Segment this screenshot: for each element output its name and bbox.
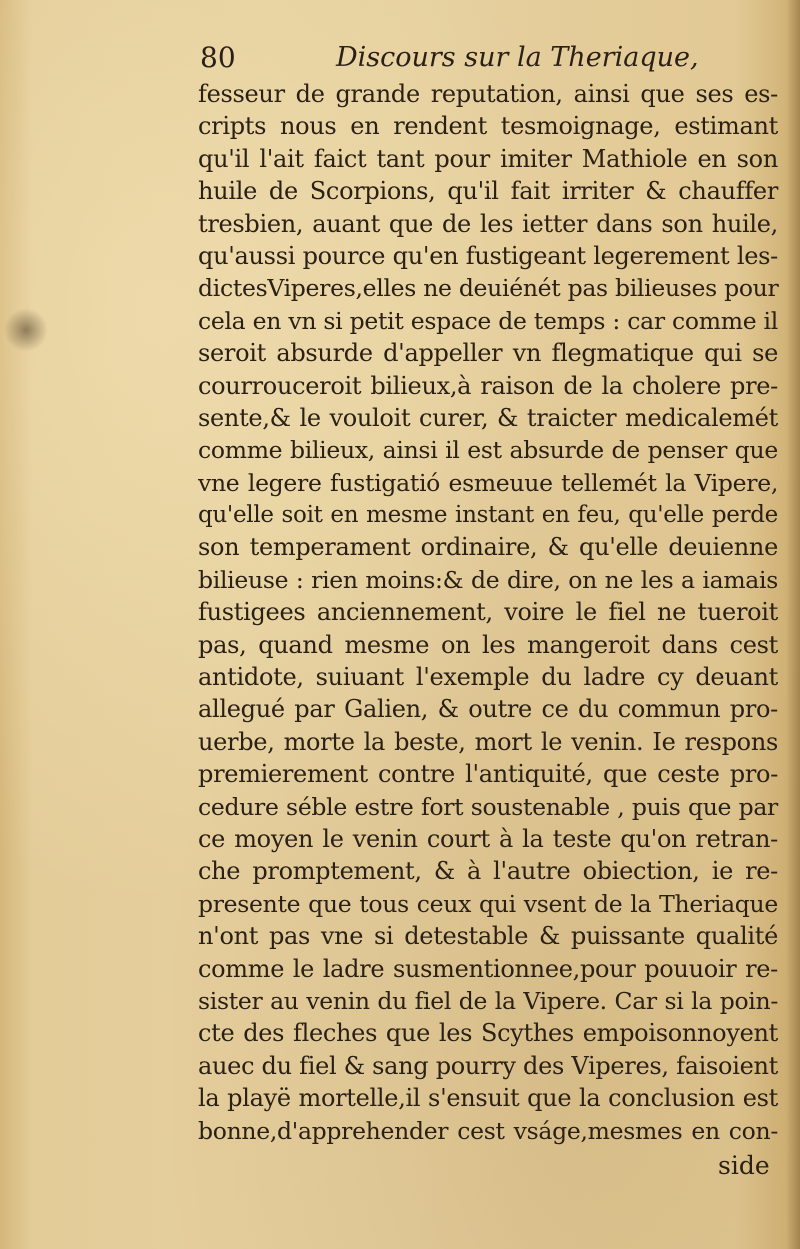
text-line: fustigees anciennement, voire le fiel ne tueroit (198, 598, 778, 627)
text-line: sente,& le vouloit curer, & traicter medicalemét (198, 403, 778, 432)
page-header (200, 38, 760, 82)
text-line: seroit absurde d'appeller vn flegmatique qui se (198, 339, 778, 368)
page-number: 80 (200, 41, 236, 74)
text-line: presente que tous ceux qui vsent de la Theriaque (198, 889, 778, 918)
text-line: bilieuse : rien moins:& de dire, on ne les a iamais (198, 565, 778, 594)
text-line: vne legere fustigatió esmeuue tellemét la Vipere, (198, 468, 778, 497)
catchword: side (718, 1151, 770, 1180)
text-line: qu'il l'ait faict tant pour imiter Mathiole en son (198, 144, 778, 173)
text-line: courrouceroit bilieux,à raison de la cholere pre- (198, 371, 778, 400)
text-line: son temperament ordinaire, & qu'elle deuienne (198, 533, 778, 562)
text-line: sister au venin du fiel de la Vipere. Car si la poin- (198, 986, 778, 1015)
text-line: qu'elle soit en mesme instant en feu, qu'elle perde (198, 502, 778, 529)
text-line: cedure séble estre fort soustenable , puis que par (198, 792, 778, 821)
text-line: cte des fleches que les Scythes empoisonnoyent (198, 1019, 778, 1048)
text-line: qu'aussi pource qu'en fustigeant legerement les- (198, 241, 778, 270)
text-line: comme le ladre susmentionnee,pour pouuoir re- (198, 954, 778, 983)
page-edge-shadow (786, 0, 800, 1249)
text-line: auec du fiel & sang pourry des Viperes, faisoient (198, 1051, 778, 1080)
text-line: dictesViperes,elles ne deuiénét pas bilieuses pour (198, 274, 779, 303)
text-line: la playë mortelle,il s'ensuit que la conclusion est (198, 1084, 778, 1113)
text-line: che promptement, & à l'autre obiection, ie re- (198, 857, 778, 886)
text-line: bonne,d'apprehender cest vságe,mesmes en con- (198, 1116, 778, 1145)
running-title: Discours sur la Theriaque, (336, 42, 699, 73)
text-line: allegué par Galien, & outre ce du commun pro- (198, 695, 778, 724)
text-line: tresbien, auant que de les ietter dans son huile, (198, 209, 778, 238)
ink-stain (4, 308, 48, 352)
text-line: ce moyen le venin court à la teste qu'on retran- (198, 824, 778, 853)
text-line: pas, quand mesme on les mangeroit dans cest (198, 630, 778, 659)
body-text (198, 78, 778, 1147)
text-line: n'ont pas vne si detestable & puissante qualité (198, 922, 778, 951)
text-line: premierement contre l'antiquité, que ceste pro- (198, 760, 778, 789)
text-line: cripts nous en rendent tesmoignage, estimant (198, 112, 778, 141)
text-line: huile de Scorpions, qu'il fait irriter & chauffer (198, 177, 778, 206)
text-line: antidote, suiuant l'exemple du ladre cy deuant (198, 663, 778, 692)
text-line: uerbe, morte la beste, mort le venin. Ie respons (198, 727, 778, 756)
text-line: comme bilieux, ainsi il est absurde de penser que (198, 436, 778, 465)
text-line: cela en vn si petit espace de temps : car comme il (198, 306, 778, 335)
text-line: fesseur de grande reputation, ainsi que ses es- (198, 80, 778, 108)
